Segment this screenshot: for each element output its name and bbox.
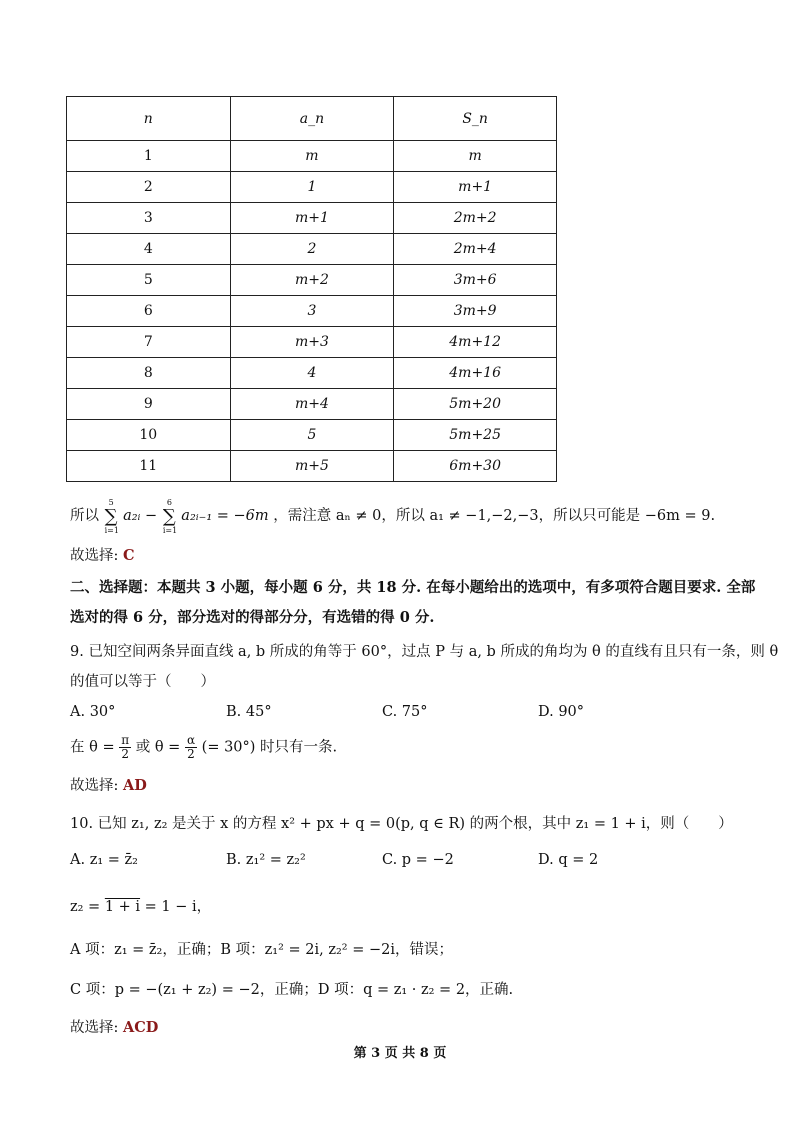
cell-n: 11 [67, 451, 231, 482]
cell-sn: m [394, 141, 557, 172]
q9-option-c: C. 75° [382, 704, 428, 720]
sequence-table [66, 96, 557, 482]
q9-answer-label: 故选择: [70, 778, 123, 794]
q10-option-b: B. z₁² = z₂² [226, 852, 306, 868]
sum-symbol-1: ∑ 5 i=1 [104, 497, 119, 535]
cell-sn: 2m+4 [394, 234, 557, 265]
q10-sol1-suffix: = 1 − i， [140, 899, 212, 915]
q8-answer [70, 544, 135, 565]
cell-n: 6 [67, 296, 231, 327]
cell-n: 3 [67, 203, 231, 234]
table-row [67, 420, 557, 451]
cell-an: 1 [230, 172, 394, 203]
cell-n: 10 [67, 420, 231, 451]
q10-sol1-prefix: z₂ = [70, 899, 105, 915]
q9-answer [70, 774, 147, 795]
q10-solution-line1 [70, 895, 211, 916]
q9-frac-2-den: 2 [187, 747, 195, 761]
cell-sn: 4m+12 [394, 327, 557, 358]
table-row [67, 141, 557, 172]
cell-sn: 6m+30 [394, 451, 557, 482]
sum-lower-2: i=1 [162, 525, 178, 535]
table-row [67, 234, 557, 265]
section2-line2: 选对的得 6 分，部分选对的得部分分，有选错的得 0 分. [70, 609, 435, 626]
cell-n: 7 [67, 327, 231, 358]
q10-answer [70, 1016, 158, 1037]
sum-lower-1: i=1 [104, 525, 119, 535]
cell-an: 3 [230, 296, 394, 327]
q10-solution-line2: A 项：z₁ = z̄₂，正确；B 项：z₁² = 2i, z₂² = −2i，错误； [70, 942, 453, 958]
q9-frac-1-num: π [121, 733, 130, 747]
table-row [67, 172, 557, 203]
q9-frac-2 [185, 734, 197, 761]
q9-sol-mid: 或 θ = [135, 739, 185, 756]
q8-conclusion-suffix: ，需注意 aₙ ≠ 0，所以 a₁ ≠ −1,−2,−3，所以只可能是 −6m = 9. [273, 508, 716, 524]
q9-option-d: D. 90° [538, 704, 585, 720]
q9-frac-1 [119, 734, 131, 761]
cell-n: 9 [67, 389, 231, 420]
q9-frac-1-den: 2 [121, 747, 129, 761]
header-n: n [67, 97, 231, 141]
sum-upper-2: 6 [166, 497, 172, 507]
table-row [67, 203, 557, 234]
q9-option-b: B. 45° [226, 704, 272, 720]
table-row [67, 389, 557, 420]
q9-solution [70, 734, 337, 761]
section2-line1: 二、选择题：本题共 3 小题，每小题 6 分，共 18 分. 在每小题给出的选项中，有多项符合题目要求. 全部 [70, 579, 756, 596]
table-row [67, 327, 557, 358]
cell-n: 5 [67, 265, 231, 296]
table-row [67, 451, 557, 482]
cell-sn: 2m+2 [394, 203, 557, 234]
q9-sol-prefix: 在 θ = [70, 739, 120, 756]
q10-option-a: A. z₁ = z̄₂ [70, 852, 138, 868]
q9-stem-line2: 的值可以等于（ ） [70, 674, 215, 690]
table-header-row [67, 97, 557, 141]
cell-an: 4 [230, 358, 394, 389]
cell-sn: 3m+6 [394, 265, 557, 296]
q8-answer-label: 故选择: [70, 548, 123, 564]
q10-answer-value: ACD [123, 1019, 159, 1036]
cell-n: 2 [67, 172, 231, 203]
q10-sol1-conjugate: 1 + i [104, 899, 141, 915]
cell-sn: 4m+16 [394, 358, 557, 389]
sum-symbol-2: ∑ 6 i=1 [162, 497, 178, 535]
cell-an: 2 [230, 234, 394, 265]
cell-sn: m+1 [394, 172, 557, 203]
q8-conclusion-prefix: 所以 [70, 508, 99, 524]
table-row [67, 358, 557, 389]
q8-answer-value: C [123, 547, 135, 564]
q9-frac-2-num: α [186, 733, 196, 747]
page-footer: 第 3 页 共 8 页 [353, 1046, 447, 1061]
q10-option-c: C. p = −2 [382, 852, 454, 868]
cell-an: m+5 [230, 451, 394, 482]
sum-term-1: a₂ᵢ − [123, 508, 162, 524]
q10-answer-label: 故选择: [70, 1020, 123, 1036]
q9-sol-suffix: (= 30°) 时只有一条. [201, 739, 338, 756]
cell-an: 5 [230, 420, 394, 451]
header-sn: S_n [394, 97, 557, 141]
table-row [67, 265, 557, 296]
q10-stem: 10. 已知 z₁, z₂ 是关于 x 的方程 x² + px + q = 0(p, q ∈ R) 的两个根，其中 z₁ = 1 + i，则（ ） [70, 816, 733, 832]
q8-conclusion [70, 497, 716, 535]
cell-an: m+1 [230, 203, 394, 234]
cell-sn: 3m+9 [394, 296, 557, 327]
cell-n: 1 [67, 141, 231, 172]
cell-sn: 5m+20 [394, 389, 557, 420]
q9-stem-line1: 9. 已知空间两条异面直线 a, b 所成的角等于 60°，过点 P 与 a, b 所成的角均为 θ 的直线有且只有一条，则 θ [70, 644, 779, 660]
cell-an: m+3 [230, 327, 394, 358]
cell-an: m+4 [230, 389, 394, 420]
cell-sn: 5m+25 [394, 420, 557, 451]
q9-option-a: A. 30° [70, 704, 116, 720]
q9-answer-value: AD [123, 777, 147, 794]
cell-an: m+2 [230, 265, 394, 296]
cell-n: 8 [67, 358, 231, 389]
header-an: a_n [230, 97, 394, 141]
q10-solution-line3: C 项：p = −(z₁ + z₂) = −2，正确；D 项：q = z₁ · z₂ = 2，正确. [70, 982, 514, 998]
q10-option-d: D. q = 2 [538, 852, 599, 868]
sum-term-2: a₂ᵢ₋₁ = −6m [181, 508, 269, 524]
table-row [67, 296, 557, 327]
sum-upper-1: 5 [108, 497, 114, 507]
cell-an: m [230, 141, 394, 172]
cell-n: 4 [67, 234, 231, 265]
